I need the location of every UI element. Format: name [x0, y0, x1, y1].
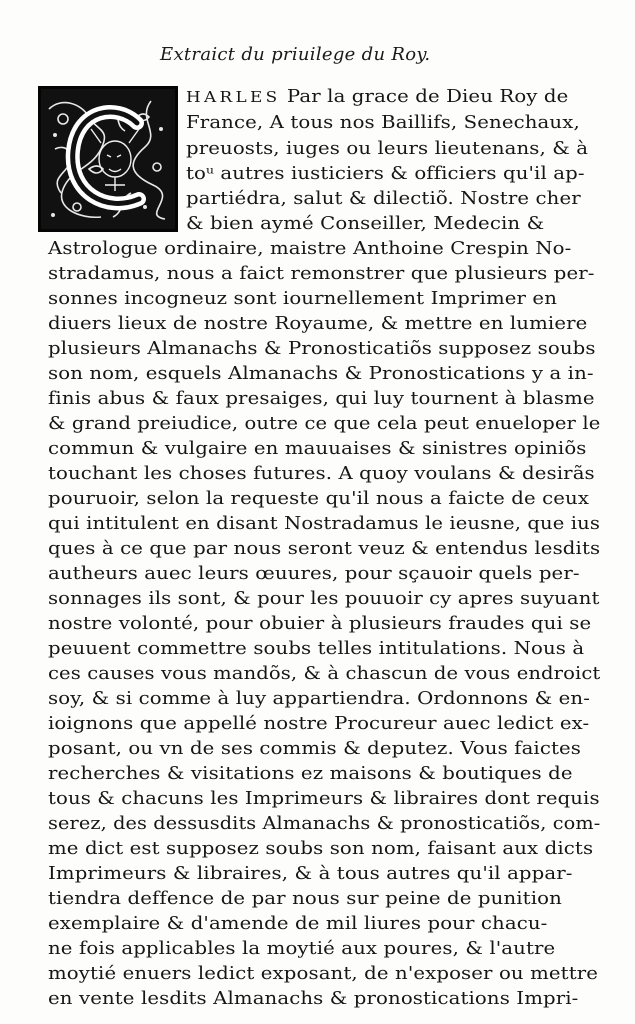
- text-line-1-rest: Par la grace de Dieu Roy de: [280, 87, 569, 107]
- text-line-32: Imprimeurs & libraires, & à tous autres qu'il appar-: [48, 864, 573, 884]
- text-line-13: finis abus & faux presaiges, qui luy tournent à blasme: [48, 389, 595, 409]
- text-line-28: recherches & visitations ez maisons & boutiques de: [48, 764, 573, 784]
- text-line-22: nostre volonté, pour obuier à plusieurs fraudes qui se: [48, 614, 592, 634]
- text-line-21: sonnages ils sont, & pour les pouuoir cy apres suyuant: [48, 589, 600, 609]
- text-line-29: tous & chacuns les Imprimeurs & libraires dont requis: [48, 789, 600, 809]
- text-line-27: posant, ou vn de ses commis & deputez. Vous faictes: [48, 739, 582, 759]
- text-line-19: ques à ce que par nous seront veuz & entendus lesdits: [48, 539, 601, 559]
- text-line-6: & bien aymé Conseiller, Medecin &: [186, 214, 545, 234]
- text-line-7: Astrologue ordinaire, maistre Anthoine Crespin No-: [48, 239, 572, 259]
- text-line-37: en vente lesdits Almanachs & pronostications Impri-: [48, 989, 579, 1009]
- text-line-15: commun & vulgaire en mauuaises & sinistres opiniõs: [48, 439, 587, 459]
- text-line-31: me dict est supposez soubs son nom, faisant aux dicts: [48, 839, 594, 859]
- text-line-1: [186, 84, 568, 110]
- text-line-5: partiédra, salut & dilectiõ. Nostre cher: [186, 189, 581, 209]
- text-line-34: exemplaire & d'amende de mil liures pour chacu-: [48, 914, 548, 934]
- text-line-3: preuosts, iuges ou leurs lieutenans, & à: [186, 139, 589, 159]
- text-line-2: France, A tous nos Baillifs, Senechaux,: [186, 113, 580, 133]
- text-line-35: ne fois applicables la moytié aux poures, & l'autre: [48, 939, 556, 959]
- text-line-16: touchant les choses futures. A quoy voulans & desirãs: [48, 464, 595, 484]
- running-title: Extraict du priuilege du Roy.: [160, 44, 431, 65]
- text-line-17: pouruoir, selon la requeste qu'il nous a faicte de ceux: [48, 489, 590, 509]
- text-line-12: son nom, esquels Almanachs & Pronostications y a in-: [48, 364, 594, 384]
- text-line-24: ces causes vous mandõs, & à chascun de vous endroict: [48, 664, 601, 684]
- text-line-11: plusieurs Almanachs & Pronosticatiõs supposez soubs: [48, 339, 596, 359]
- text-line-18: qui intitulent en disant Nostradamus le ieusne, que ius: [48, 514, 601, 534]
- text-line-8: stradamus, nous a faict remonstrer que plusieurs per-: [48, 264, 595, 284]
- text-line-26: ioignons que appellé nostre Procureur auec ledict ex-: [48, 714, 590, 734]
- text-line-30: serez, des dessusdits Almanachs & pronosticatiõs, com-: [48, 814, 601, 834]
- text-line-9: sonnes incogneuz sont iournellement Imprimer en: [48, 289, 558, 309]
- ornamental-drop-cap-icon: [38, 86, 178, 232]
- text-line-10: diuers lieux de nostre Royaume, & mettre en lumiere: [48, 314, 588, 334]
- drop-cap-continuation: HARLES: [186, 88, 281, 106]
- text-line-14: & grand preiudice, outre ce que cela peut enueloper le: [48, 414, 601, 434]
- text-line-23: peuuent commettre soubs telles intitulations. Nous à: [48, 639, 585, 659]
- text-line-25: soy, & si comme à luy appartiendra. Ordonnons & en-: [48, 689, 591, 709]
- text-line-33: tiendra deffence de par nous sur peine de punition: [48, 889, 562, 909]
- text-line-20: autheurs auec leurs œuures, pour sçauoir quels per-: [48, 564, 580, 584]
- text-line-4: toᵘ autres iusticiers & officiers qu'il ap-: [186, 164, 585, 184]
- text-line-36: moytié enuers ledict exposant, de n'exposer ou mettre: [48, 964, 599, 984]
